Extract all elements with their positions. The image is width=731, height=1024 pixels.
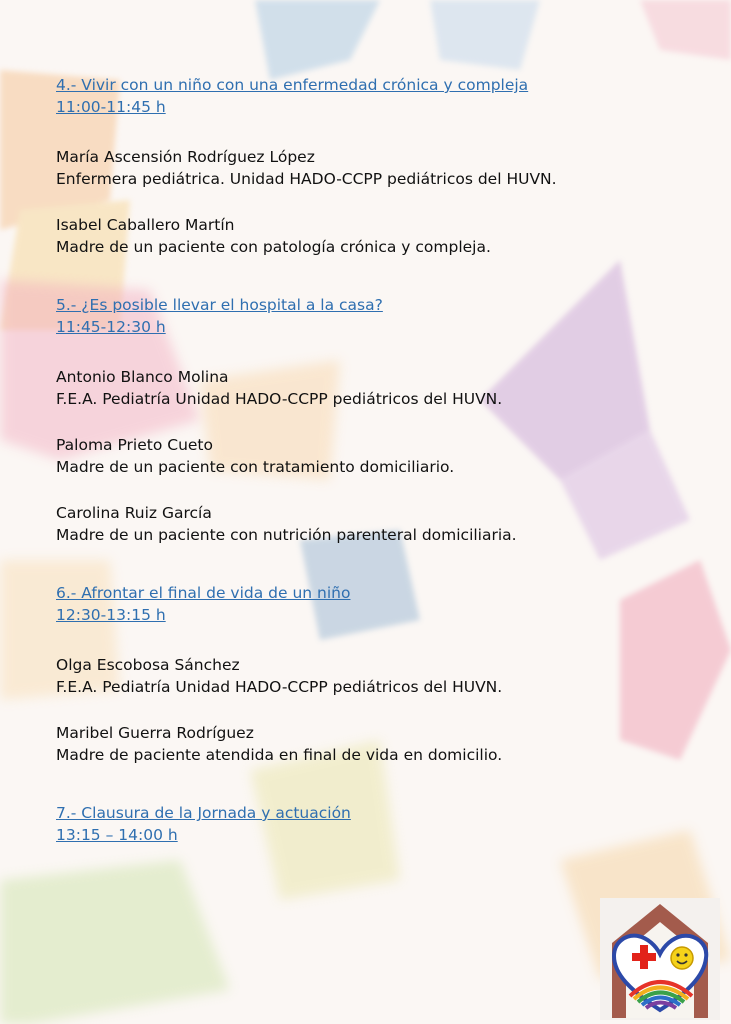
speaker-list (56, 654, 696, 766)
speaker-name: Carolina Ruiz García (56, 504, 212, 522)
section-title-link[interactable]: 6.- Afrontar el final de vida de un niño (56, 584, 351, 602)
program-section-7 (56, 802, 696, 846)
section-time-link[interactable]: 13:15 – 14:00 h (56, 826, 178, 844)
speaker-name: Paloma Prieto Cueto (56, 436, 213, 454)
speaker-entry (56, 502, 696, 546)
house-heart-cross-logo-icon (600, 898, 720, 1020)
section-title-link[interactable]: 5.- ¿Es posible llevar el hospital a la casa? (56, 296, 383, 314)
speaker-list (56, 366, 696, 546)
speaker-entry (56, 366, 696, 410)
speaker-entry (56, 654, 696, 698)
speaker-entry (56, 434, 696, 478)
speaker-role: Madre de un paciente con nutrición parenteral domiciliaria. (56, 526, 517, 544)
speaker-role: F.E.A. Pediatría Unidad HADO-CCPP pediátricos del HUVN. (56, 390, 503, 408)
section-time-link[interactable]: 11:45-12:30 h (56, 318, 166, 336)
section-title-link[interactable]: 4.- Vivir con un niño con una enfermedad crónica y compleja (56, 76, 529, 94)
speaker-name: Isabel Caballero Martín (56, 216, 235, 234)
speaker-role: F.E.A. Pediatría Unidad HADO-CCPP pediátricos del HUVN. (56, 678, 503, 696)
speaker-entry (56, 214, 696, 258)
section-time-link[interactable]: 11:00-11:45 h (56, 98, 166, 116)
speaker-entry (56, 146, 696, 190)
speaker-name: María Ascensión Rodríguez López (56, 148, 315, 166)
speaker-name: Olga Escobosa Sánchez (56, 656, 240, 674)
program-content (56, 74, 696, 882)
speaker-role: Madre de un paciente con patología crónica y compleja. (56, 238, 491, 256)
speaker-role: Madre de paciente atendida en final de vida en domicilio. (56, 746, 503, 764)
program-section-4 (56, 74, 696, 258)
speaker-name: Maribel Guerra Rodríguez (56, 724, 254, 742)
section-title-link[interactable]: 7.- Clausura de la Jornada y actuación (56, 804, 351, 822)
speaker-entry (56, 722, 696, 766)
speaker-role: Enfermera pediátrica. Unidad HADO-CCPP pediátricos del HUVN. (56, 170, 557, 188)
section-time-link[interactable]: 12:30-13:15 h (56, 606, 166, 624)
program-section-6 (56, 582, 696, 766)
speaker-role: Madre de un paciente con tratamiento domiciliario. (56, 458, 455, 476)
program-section-5 (56, 294, 696, 546)
speaker-list (56, 146, 696, 258)
speaker-name: Antonio Blanco Molina (56, 368, 229, 386)
